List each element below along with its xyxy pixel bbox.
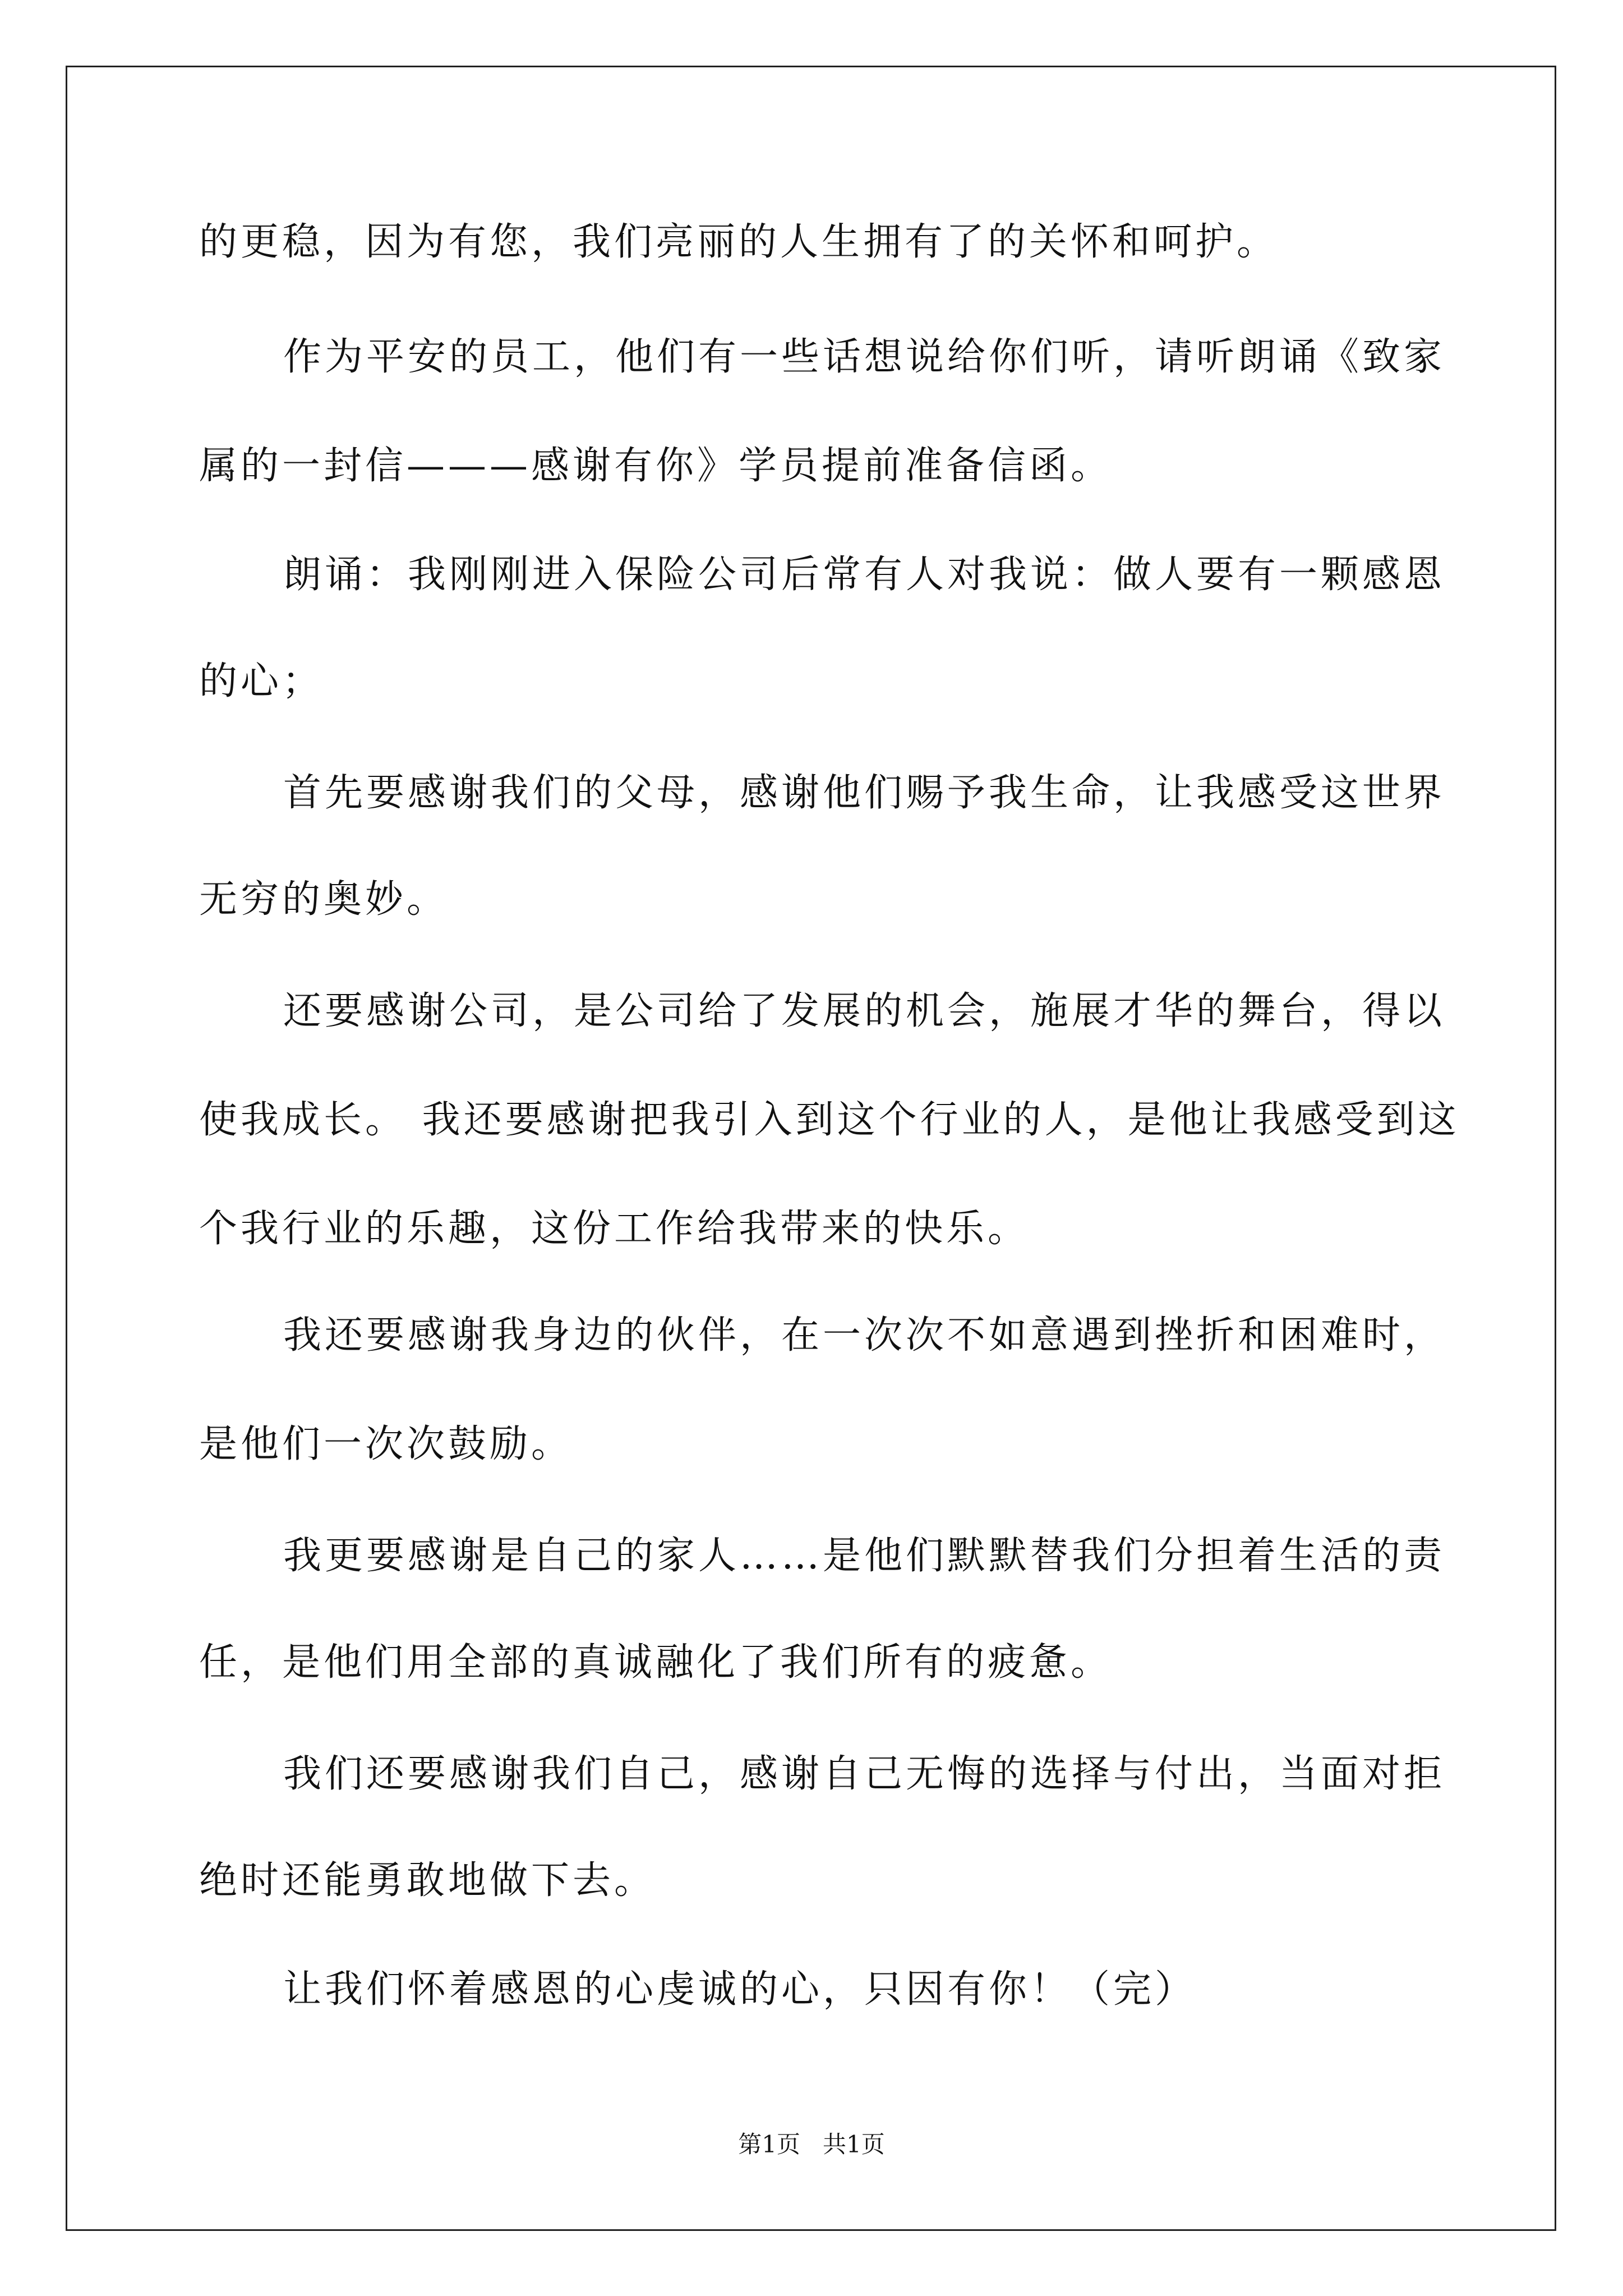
text-line: 属的一封信———感谢有你》学员提前准备信函。 [199,444,1113,488]
text-line: 我们还要感谢我们自己，感谢自己无悔的选择与付出，当面对拒 [283,1752,1446,1796]
text-line: 无穷的奥妙。 [199,877,449,922]
text-line: 还要感谢公司，是公司给了发展的机会，施展才华的舞台，得以 [283,989,1446,1033]
page-border [66,66,1556,2231]
text-line: 的心； [199,659,324,703]
text-line: 绝时还能勇敢地做下去。 [199,1858,656,1903]
text-line: 让我们怀着感恩的心虔诚的心，只因有你！（完） [283,1967,1197,2012]
text-line: 首先要感谢我们的父母，感谢他们赐予我生命，让我感受这世界 [283,771,1446,815]
text-line: 个我行业的乐趣，这份工作给我带来的快乐。 [199,1207,1030,1251]
page-footer: 第1页 共1页 [738,2131,885,2158]
text-line: 朗诵：我刚刚进入保险公司后常有人对我说：做人要有一颗感恩 [283,553,1446,597]
text-line: 任，是他们用全部的真诚融化了我们所有的疲惫。 [199,1640,1113,1685]
text-line: 使我成长。 我还要感谢把我引入到这个行业的人，是他让我感受到这 [199,1098,1460,1142]
text-line: 的更稳，因为有您，我们亮丽的人生拥有了的关怀和呵护。 [199,220,1279,264]
text-line: 是他们一次次鼓励。 [199,1422,573,1466]
text-line: 我更要感谢是自己的家人……是他们默默替我们分担着生活的责 [283,1534,1446,1578]
text-line: 我还要感谢我身边的伙伴，在一次次不如意遇到挫折和困难时， [283,1313,1446,1358]
text-line: 作为平安的员工，他们有一些话想说给你们听，请听朗诵《致家 [283,335,1446,379]
